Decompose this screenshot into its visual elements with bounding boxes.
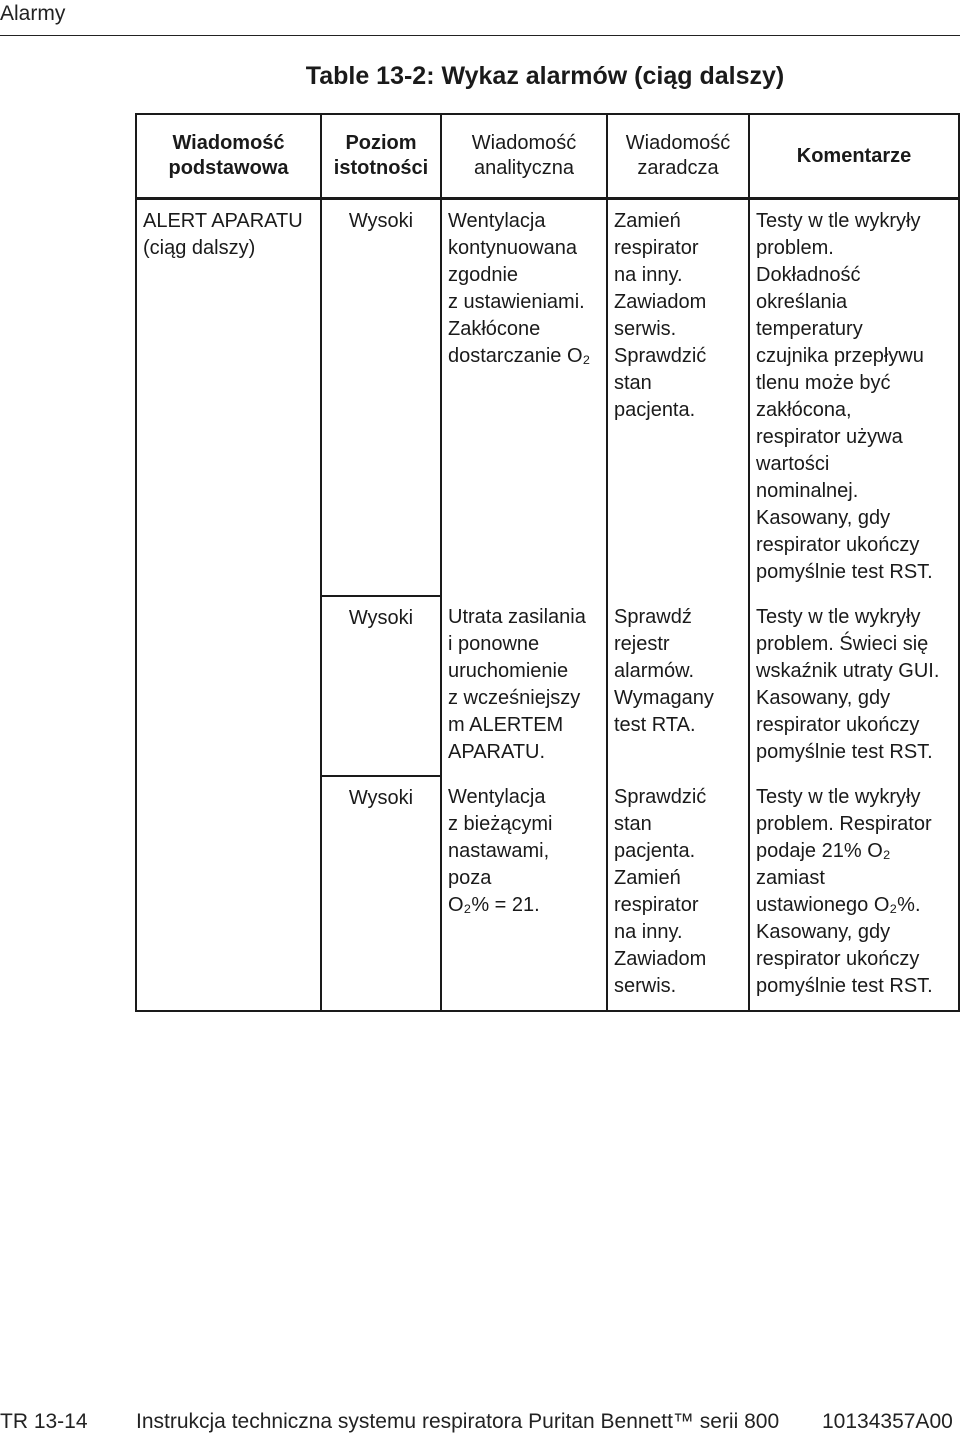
comments-cell-line: respirator ukończy: [756, 534, 920, 556]
col-header-primary-message: Wiadomość podstawowa: [136, 114, 321, 199]
table-row: [136, 199, 959, 597]
col-header-comments: Komentarze: [749, 114, 959, 199]
comments-cell-line: zakłócona,: [756, 399, 852, 421]
comments-cell-line: Kasowany, gdy: [756, 507, 891, 529]
alarm-table: [135, 113, 960, 1012]
analysis-message-cell-line: Utrata zasilania: [448, 606, 586, 628]
remedy-message-cell-line: Sprawdzić: [614, 786, 707, 808]
priority-cell: Wysoki: [321, 776, 441, 1011]
comments-cell-line: tlenu może być: [756, 372, 891, 394]
col-header-analysis-message: Wiadomość analityczna: [441, 114, 607, 199]
analysis-message-cell-line: i ponowne: [448, 633, 540, 655]
remedy-message-cell-line: serwis.: [614, 975, 677, 997]
comments-cell-line: problem. Świeci się: [756, 633, 929, 655]
comments-cell-line: respirator używa: [756, 426, 903, 448]
primary-message-cell: [136, 199, 321, 1012]
analysis-message-cell-line: nastawami,: [448, 840, 550, 862]
comments-cell-line: Testy w tle wykryły: [756, 210, 921, 232]
header-rule: [0, 35, 960, 36]
analysis-message-cell-line: Wentylacja: [448, 210, 546, 232]
analysis-message-cell-line: poza: [448, 867, 492, 889]
remedy-message-cell: [607, 596, 749, 776]
comments-cell: [749, 199, 959, 597]
comments-cell-line: Testy w tle wykryły: [756, 786, 921, 808]
comments-cell-line: zamiast: [756, 867, 825, 889]
primary-message-cell-line: ALERT APARATU: [143, 210, 303, 232]
analysis-message-cell-line: zgodnie: [448, 264, 519, 286]
analysis-message-cell: [441, 596, 607, 776]
priority-cell: Wysoki: [321, 199, 441, 597]
comments-cell-line: respirator ukończy: [756, 714, 920, 736]
comments-cell-line: nominalnej.: [756, 480, 859, 502]
comments-cell-line: pomyślnie test RST.: [756, 975, 933, 997]
comments-cell-line: czujnika przepływu: [756, 345, 924, 367]
remedy-message-cell-line: Zawiadom: [614, 948, 707, 970]
comments-cell-line: Kasowany, gdy: [756, 687, 891, 709]
comments-cell-line: Kasowany, gdy: [756, 921, 891, 943]
document-code: 10134357A00: [822, 1410, 953, 1433]
running-head: Alarmy: [0, 2, 66, 25]
col-header-priority: Poziom istotności: [321, 114, 441, 199]
analysis-message-cell-line: Wentylacja: [448, 786, 546, 808]
table-header-row: [136, 114, 959, 199]
document-title: Instrukcja techniczna systemu respiratora Puritan Bennett™ serii 800: [136, 1410, 780, 1433]
comments-cell-line: określania: [756, 291, 848, 313]
remedy-message-cell-line: alarmów.: [614, 660, 695, 682]
remedy-message-cell-line: respirator: [614, 894, 699, 916]
remedy-message-cell-line: serwis.: [614, 318, 677, 340]
comments-cell: [749, 776, 959, 1011]
remedy-message-cell-line: Sprawdzić: [614, 345, 707, 367]
comments-cell-line: pomyślnie test RST.: [756, 741, 933, 763]
table-title: Table 13-2: Wykaz alarmów (ciąg dalszy): [305, 62, 785, 90]
remedy-message-cell-line: pacjenta.: [614, 840, 696, 862]
remedy-message-cell-line: respirator: [614, 237, 699, 259]
col-header-remedy-message: Wiadomość zaradcza: [607, 114, 749, 199]
remedy-message-cell-line: test RTA.: [614, 714, 696, 736]
remedy-message-cell-line: Wymagany: [614, 687, 714, 709]
analysis-message-cell-line: O₂% = 21.: [448, 894, 540, 916]
comments-cell-line: ustawionego O₂%.: [756, 894, 921, 916]
analysis-message-cell-line: kontynuowana: [448, 237, 577, 259]
analysis-message-cell-line: z bieżącymi: [448, 813, 553, 835]
page-footer: [0, 1408, 960, 1436]
comments-cell-line: Testy w tle wykryły: [756, 606, 921, 628]
analysis-message-cell-line: uruchomienie: [448, 660, 569, 682]
remedy-message-cell-line: rejestr: [614, 633, 670, 655]
analysis-message-cell-line: dostarczanie O₂: [448, 345, 591, 367]
primary-message-cell-line: (ciąg dalszy): [143, 237, 256, 259]
comments-cell-line: podaje 21% O₂: [756, 840, 891, 862]
remedy-message-cell-line: Zamień: [614, 210, 681, 232]
comments-cell-line: pomyślnie test RST.: [756, 561, 933, 583]
comments-cell-line: wskaźnik utraty GUI.: [756, 660, 940, 682]
remedy-message-cell-line: Zawiadom: [614, 291, 707, 313]
analysis-message-cell-line: APARATU.: [448, 741, 546, 763]
analysis-message-cell: [441, 776, 607, 1011]
page-number: TR 13-14: [0, 1410, 88, 1433]
analysis-message-cell-line: m ALERTEM: [448, 714, 564, 736]
remedy-message-cell-line: na inny.: [614, 264, 683, 286]
remedy-message-cell-line: na inny.: [614, 921, 683, 943]
analysis-message-cell: [441, 199, 607, 597]
remedy-message-cell-line: Sprawdź: [614, 606, 692, 628]
analysis-message-cell-line: Zakłócone: [448, 318, 541, 340]
remedy-message-cell: [607, 776, 749, 1011]
remedy-message-cell-line: pacjenta.: [614, 399, 696, 421]
comments-cell-line: wartości: [756, 453, 830, 475]
remedy-message-cell: [607, 199, 749, 597]
priority-cell: Wysoki: [321, 596, 441, 776]
comments-cell-line: respirator ukończy: [756, 948, 920, 970]
remedy-message-cell-line: Zamień: [614, 867, 681, 889]
comments-cell-line: problem. Respirator: [756, 813, 932, 835]
remedy-message-cell-line: stan: [614, 372, 652, 394]
comments-cell-line: temperatury: [756, 318, 863, 340]
comments-cell-line: problem.: [756, 237, 834, 259]
analysis-message-cell-line: z ustawieniami.: [448, 291, 585, 313]
analysis-message-cell-line: z wcześniejszy: [448, 687, 581, 709]
comments-cell: [749, 596, 959, 776]
remedy-message-cell-line: stan: [614, 813, 652, 835]
comments-cell-line: Dokładność: [756, 264, 861, 286]
